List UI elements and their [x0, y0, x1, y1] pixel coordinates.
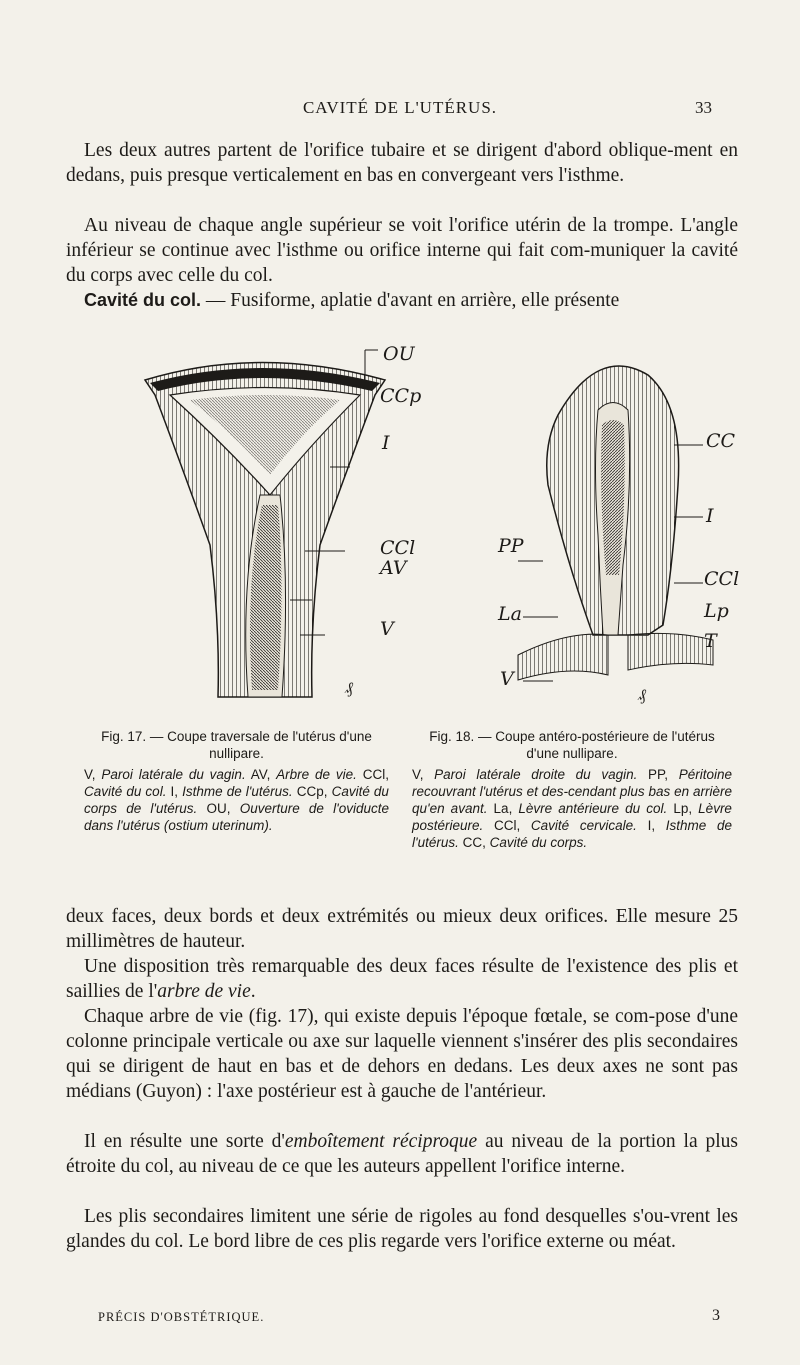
paragraph-8: Les plis secondaires limitent une série de rigoles au fond desquelles s'ou-vrent les glandes du col. Le bord libre de ces plis regarde vers l'orifice externe ou méat. — [66, 1206, 738, 1252]
legend-text: Lèvre postérieure. — [412, 801, 732, 833]
footer-book-title: PRÉCIS D'OBSTÉTRIQUE. — [98, 1310, 265, 1324]
legend-abbr: OU — [206, 801, 227, 816]
footer-sheet-number: 3 — [712, 1307, 720, 1324]
legend-text: Cavité du corps de l'utérus. — [84, 784, 389, 816]
figure-18 — [498, 335, 740, 715]
legend-text: Cavité du col. — [84, 784, 167, 799]
figure-17-legend: V, Paroi latérale du vagin. AV, Arbre de vie. CCl, Cavité du col. I, Isthme de l'utérus. CCp, Cavité du corps de l'utérus. OU, Ouverture de l'oviducte dans l'utérus (ostium uterinum). — [84, 767, 389, 833]
paragraph-7 — [66, 1129, 738, 1179]
legend-abbr: CCl — [362, 767, 386, 782]
paragraph-5-emphasis: arbre de vie — [157, 981, 251, 1002]
paragraph-6: Chaque arbre de vie (fig. 17), qui existe depuis l'époque fœtale, se com-pose d'une colonne principale verticale ou axe sur laquelle viennent s'insérer des plis secondaires qui se dirigent de haut en bas et de dehors en dedans. Les deux axes ne sont pas médians (Guyon) : l'axe postérieur est à gauche de l'antérieur. — [66, 1006, 738, 1102]
label-v: V — [500, 668, 514, 690]
paragraph-7-end: au niveau de la portion la plus étroite du col, au niveau de ce que les auteurs appellent l'orifice interne. — [66, 1131, 738, 1177]
legend-text: Lèvre antérieure du col. — [518, 801, 668, 816]
legend-abbr: CCp — [296, 784, 324, 799]
legend-text: Arbre de vie. — [276, 767, 357, 782]
paragraph-1: Les deux autres partent de l'orifice tubaire et se dirigent d'abord oblique-ment en dedans, puis presque verticalement en bas en convergeant vers l'isthme. — [66, 140, 738, 186]
figure-18-drawing — [498, 335, 728, 715]
page-number: 33 — [695, 98, 712, 117]
figure-17-caption-title: Fig. 17. — Coupe traversale de l'utérus d'une nullipare. — [101, 729, 372, 761]
legend-abbr: La — [493, 801, 509, 816]
label-cc: CC — [706, 430, 736, 452]
figure-18-caption — [412, 728, 732, 851]
legend-abbr: CC — [462, 835, 483, 850]
legend-text: Ouverture de l'oviducte dans l'utérus (ostium uterinum). — [84, 801, 389, 833]
running-head: CAVITÉ DE L'UTÉRUS. — [302, 98, 498, 117]
paragraph-3 — [66, 288, 738, 313]
paragraph-7-emphasis: emboîtement réciproque — [284, 1131, 478, 1152]
legend-abbr: Lp — [673, 801, 689, 816]
paragraph-7-text: Il en résulte une sorte d' — [84, 1131, 285, 1152]
legend-text: Isthme de l'utérus. — [182, 784, 293, 799]
paragraph-5-text: Une disposition très remarquable des deux faces résulte de l'existence des plis et saillies de l' — [66, 956, 738, 1002]
legend-text: Isthme de l'utérus. — [412, 818, 732, 850]
legend-text: Paroi latérale droite du vagin. — [434, 767, 638, 782]
label-av: AV — [380, 557, 407, 579]
paragraph-4: deux faces, deux bords et deux extrémités ou mieux deux orifices. Elle mesure 25 millimètres de hauteur. — [66, 906, 738, 952]
label-ccl: CCl — [380, 537, 416, 559]
legend-abbr: I — [170, 784, 175, 799]
label-la: La — [498, 603, 522, 625]
figure-18-caption-title: Fig. 18. — Coupe antéro-postérieure de l'utérus d'une nullipare. — [429, 729, 715, 761]
legend-abbr: PP — [648, 767, 665, 782]
paragraph-3-text: — Fusiforme, aplatie d'avant en arrière, elle présente — [201, 290, 620, 311]
legend-text: Cavité cervicale. — [530, 818, 637, 833]
label-pp: PP — [498, 535, 524, 557]
label-lp: Lp — [704, 600, 729, 622]
figure-17 — [140, 325, 422, 710]
label-i: I — [706, 505, 714, 527]
paragraph-5-end: . — [250, 981, 256, 1002]
legend-abbr: V — [84, 767, 92, 782]
label-v: V — [380, 618, 394, 640]
figure-17-caption — [84, 728, 389, 834]
paragraph-5 — [66, 954, 738, 1004]
label-ccp: CCp — [380, 385, 422, 407]
label-t: T — [704, 630, 717, 652]
paragraph-2: Au niveau de chaque angle supérieur se voit l'orifice utérin de la trompe. L'angle inférieur se continue avec l'isthme ou orifice interne qui fait com-muniquer la cavité du corps avec celle du col. — [66, 215, 738, 286]
label-mark: ₰ — [345, 678, 353, 697]
legend-text: Péritoine recouvrant l'utérus et des-cendant plus bas en arrière qu'en avant. — [412, 767, 732, 816]
legend-abbr: AV — [250, 767, 267, 782]
label-i: I — [382, 432, 390, 454]
figure-17-drawing — [140, 325, 390, 710]
legend-abbr: CCl — [493, 818, 517, 833]
label-mark: ₰ — [638, 685, 646, 704]
section-heading: Cavité du col. — [84, 290, 202, 310]
label-ou: OU — [383, 343, 415, 365]
legend-abbr: V — [412, 767, 420, 782]
legend-abbr: I — [647, 818, 652, 833]
legend-text: Paroi latérale du vagin. — [101, 767, 246, 782]
label-ccl: CCl — [704, 568, 740, 590]
legend-text: Cavité du corps. — [489, 835, 588, 850]
figure-18-legend: V, Paroi latérale droite du vagin. PP, Péritoine recouvrant l'utérus et des-cendant plus bas en arrière qu'en avant. La, Lèvre antérieure du col. Lp, Lèvre postérieure. CCl, Cavité cervicale. I, Isthme de l'utérus. CC, Cavité du corps. — [412, 767, 732, 850]
